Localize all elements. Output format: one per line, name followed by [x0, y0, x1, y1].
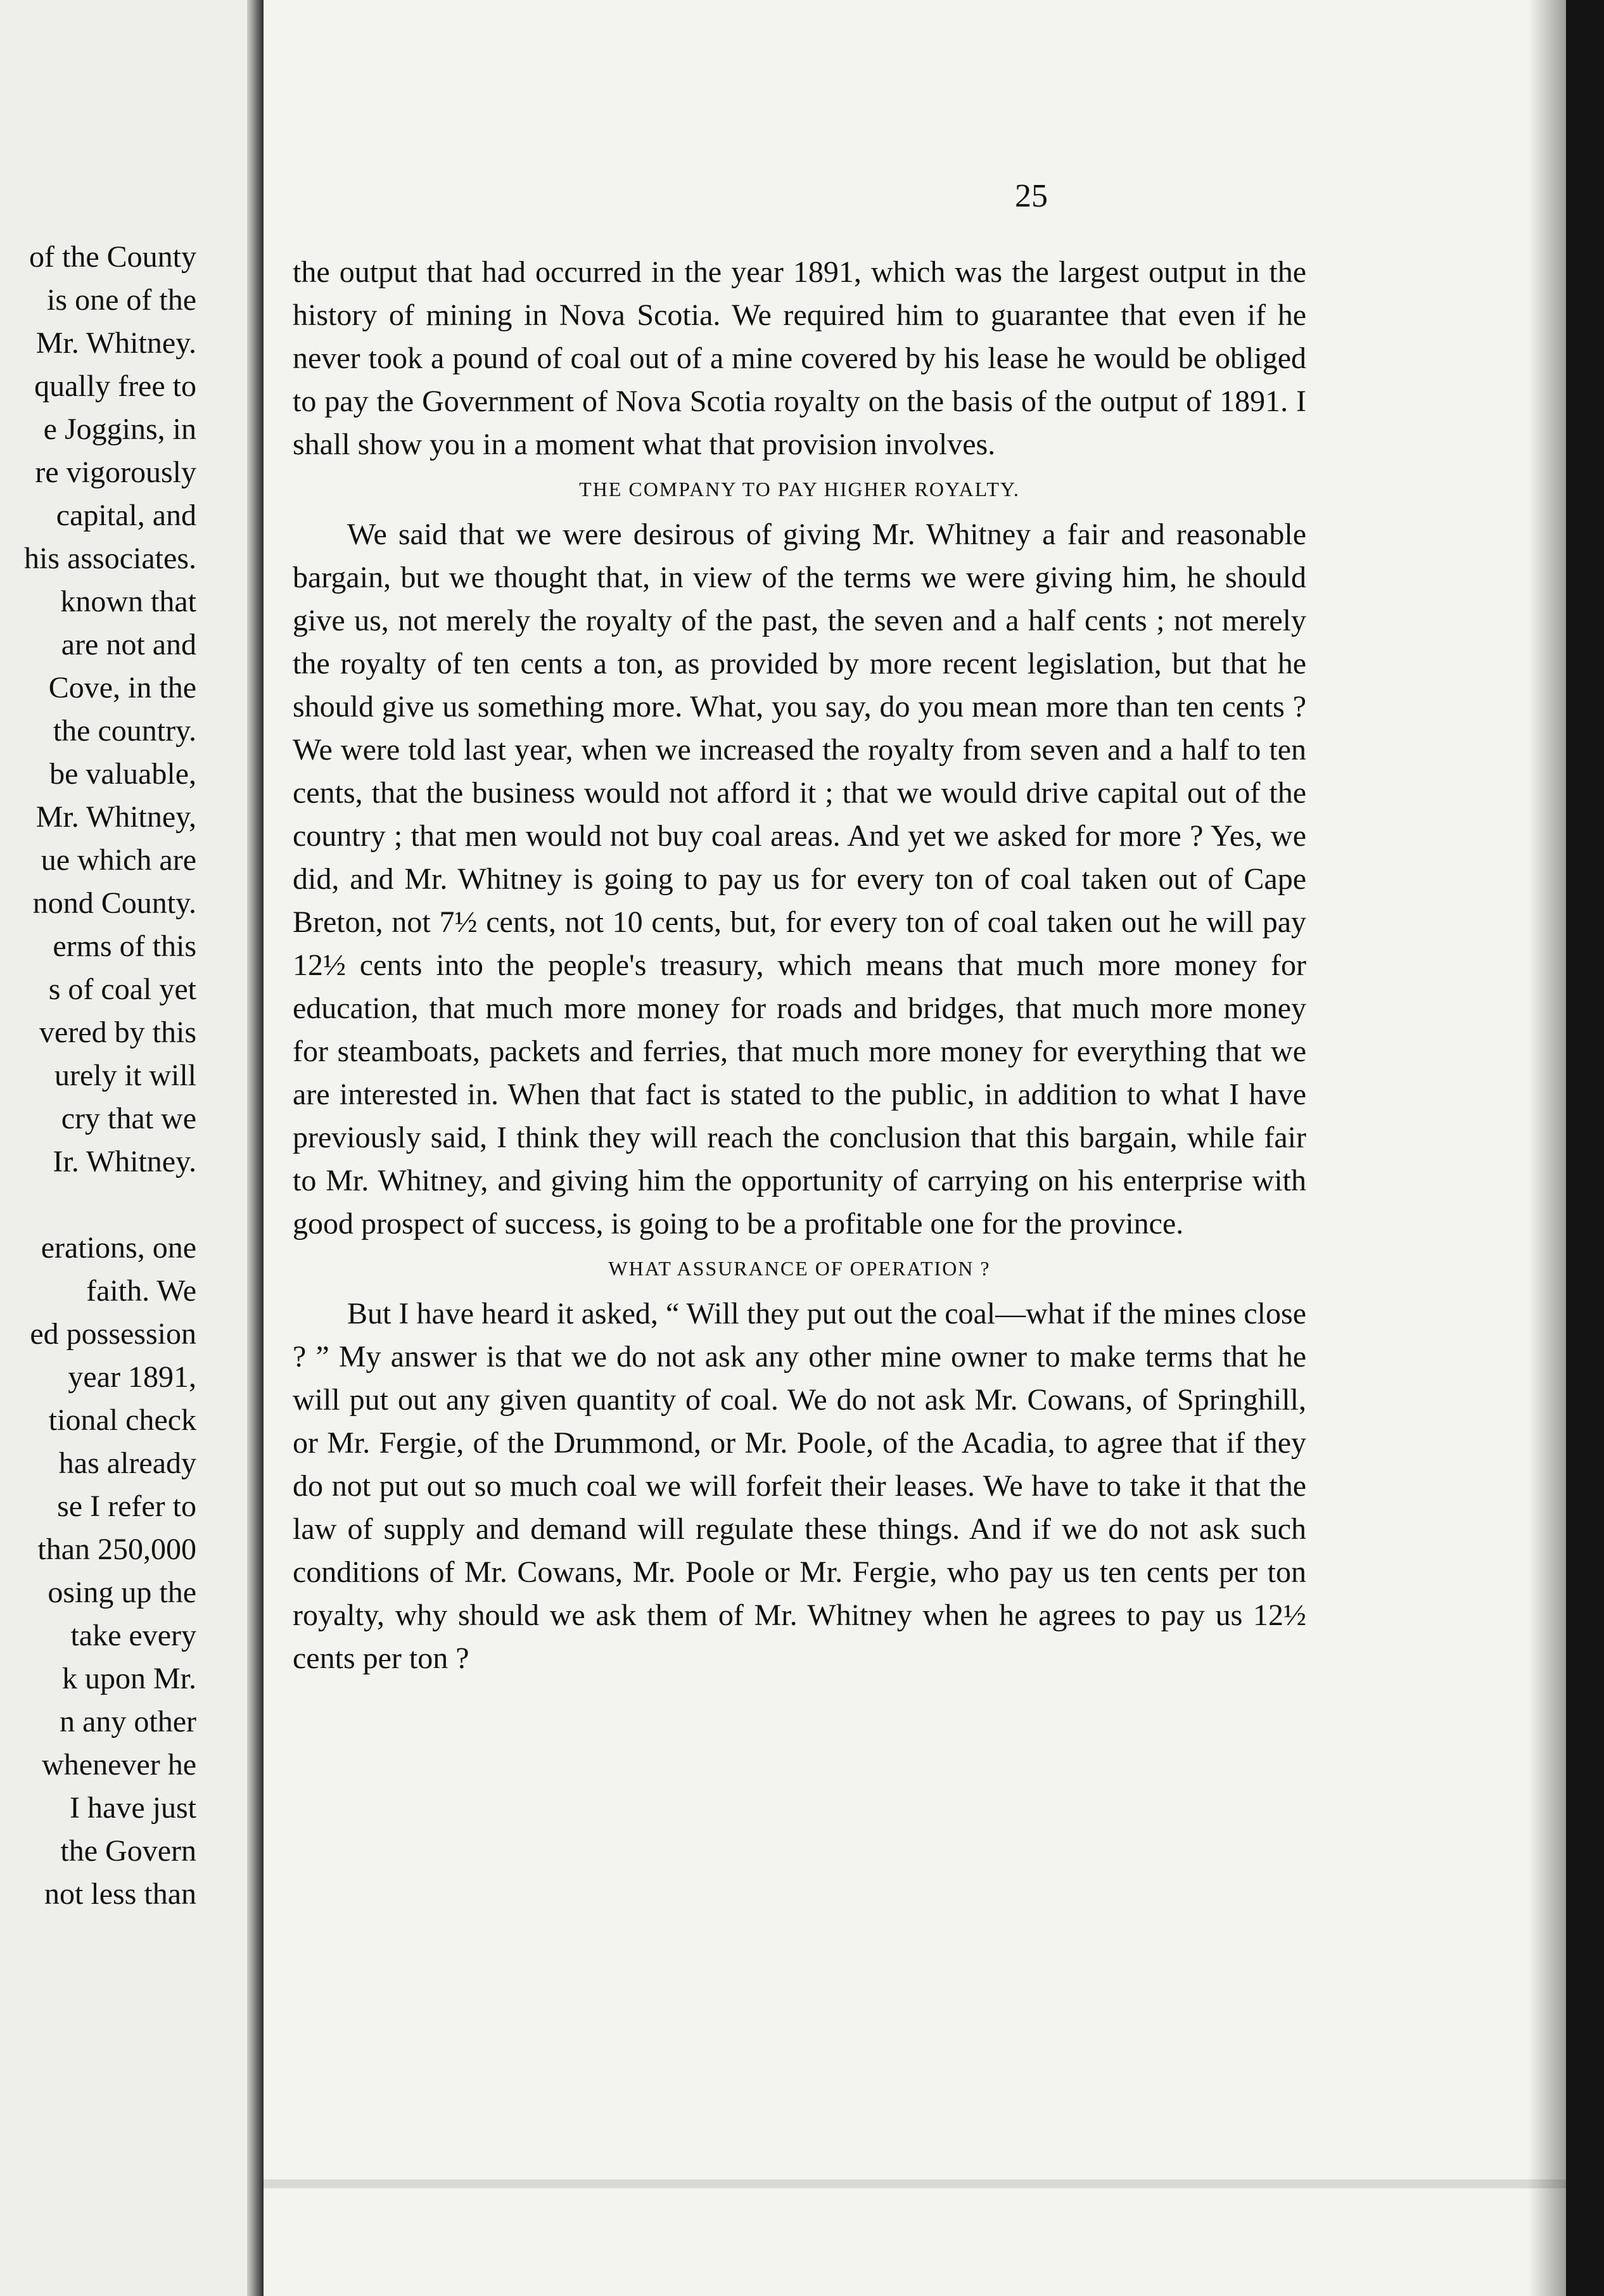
previous-page-line: than 250,000 — [37, 1533, 196, 1566]
previous-page-line: I have just — [70, 1791, 196, 1825]
previous-page-line: k upon Mr. — [61, 1662, 196, 1695]
previous-page-line: his associates. — [24, 542, 196, 575]
page-number: 25 — [1015, 178, 1048, 214]
previous-page-text — [0, 236, 196, 1916]
previous-page-line: are not and — [61, 628, 196, 661]
previous-page-line: ed possession — [30, 1317, 196, 1351]
previous-page-line: take every — [70, 1619, 196, 1652]
previous-page-line: osing up the — [48, 1576, 196, 1609]
previous-page-line: the country. — [53, 714, 196, 748]
previous-page-line: Ir. Whitney. — [53, 1145, 196, 1178]
page — [264, 0, 1566, 2296]
previous-page-line: has already — [58, 1446, 196, 1480]
previous-page-line: faith. We — [86, 1274, 196, 1308]
page-bottom-edge — [264, 2179, 1566, 2188]
previous-page-line: qually free to — [34, 369, 196, 403]
previous-page-line: se I refer to — [57, 1489, 196, 1523]
previous-page-line: erations, one — [41, 1231, 196, 1265]
previous-page-line: be valuable, — [49, 757, 196, 791]
previous-page-line: s of coal yet — [48, 973, 196, 1006]
page-shadow — [1528, 0, 1566, 2296]
previous-page-line: year 1891, — [68, 1360, 196, 1394]
previous-page-line: Mr. Whitney. — [35, 326, 196, 360]
paragraph-2: We said that we were desirous of giving Mr. Whitney a fair and reasonable bargain, but we thought that, in view of the terms we were giving him, he should give us, not merely the royalty of the past, the seven and a half cents ; not merely the royalty of ten cents a ton, as provided by more recent legislation, but that he should give us something more. What, you say, do you mean more than ten cents ? We were told last year, when we increased the royalty from seven and a half to ten cents, that the business would not afford it ; that we would drive capital out of the country ; that men would not buy coal areas. And yet we asked for more ? Yes, we did, and Mr. Whitney is going to pay us for every ton of coal taken out of Cape Breton, not 7½ cents, not 10 cents, but, for every ton of coal taken out he will pay 12½ cents into the people's treasury, which means that much more money for education, that much more money for roads and bridges, that much more money for steamboats, packets and ferries, that much more money for everything that we are interested in. When that fact is stated to the public, in addition to what I have previously said, I think they will reach the conclusion that this bargain, while fair to Mr. Whitney, and giving him the opportunity of carrying on his enterprise with good prospect of success, is going to be a profitable one for the province. — [293, 518, 1306, 1240]
previous-page-line: Mr. Whitney, — [35, 800, 196, 834]
previous-page-line: nond County. — [32, 886, 196, 920]
paragraph-3: But I have heard it asked, “ Will they put out the coal—what if the mines close ? ” My answer is that we do not ask any other mine owner to make terms that he will put out any given quantity of coal. We do not ask Mr. Cowans, of Springhill, or Mr. Fergie, of the Drummond, or Mr. Poole, of the Acadia, to agree that if they do not put out so much coal we will forfeit their leases. We have to take it that the law of supply and demand will regulate these things. And if we do not ask such conditions of Mr. Cowans, Mr. Poole or Mr. Fergie, who pay us ten cents per ton royalty, why should we ask them of Mr. Whitney when he agrees to pay us 12½ cents per ton ? — [293, 1297, 1306, 1675]
page-body — [293, 251, 1306, 1680]
previous-page-line: of the County — [29, 240, 196, 274]
previous-page-line: n any other — [60, 1705, 196, 1738]
previous-page-line: urely it will — [54, 1059, 196, 1092]
previous-page-line: not less than — [44, 1877, 196, 1911]
section-heading-royalty: THE COMPANY TO PAY HIGHER ROYALTY. — [579, 478, 1020, 501]
previous-page-line: tional check — [48, 1403, 196, 1437]
previous-page-line: e Joggins, in — [43, 412, 196, 446]
previous-page-line: vered by this — [39, 1016, 196, 1049]
previous-page-line: the Govern — [60, 1834, 196, 1868]
previous-page-edge — [0, 0, 247, 2296]
section-heading-assurance: WHAT ASSURANCE OF OPERATION ? — [608, 1257, 991, 1280]
previous-page-line: re vigorously — [35, 456, 196, 489]
previous-page-line: erms of this — [53, 929, 196, 963]
previous-page-line: is one of the — [47, 283, 196, 317]
previous-page-line: Cove, in the — [48, 671, 196, 705]
paragraph-1: the output that had occurred in the year 1891, which was the largest output in the history of mining in Nova Scotia. We required him to guarantee that even if he never took a pound of coal out of a mine covered by his lease he would be obliged to pay the Government of Nova Scotia royalty on the basis of the output of 1891. I shall show you in a moment what that provision involves. — [293, 255, 1306, 461]
previous-page-line: cry that we — [61, 1102, 196, 1135]
previous-page-line: known that — [60, 585, 196, 618]
previous-page-line: ue which are — [41, 843, 196, 877]
previous-page-gap — [0, 1183, 196, 1227]
previous-page-line: whenever he — [42, 1748, 196, 1782]
book-gutter — [247, 0, 264, 2296]
previous-page-line: capital, and — [56, 499, 196, 532]
